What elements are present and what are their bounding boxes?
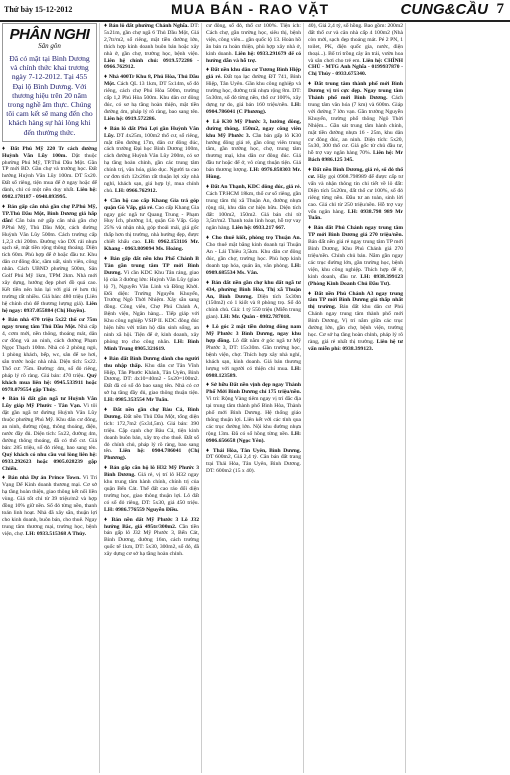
ad-contact: LH: 0938.399123 (Phòng Kinh Doanh Chủ Đầu Tư). xyxy=(308,273,403,287)
ad-headline: Bán đất Phú Chánh ngay trung tâm TP mới Bình Dương giá 270 triệu/nền. xyxy=(308,225,404,239)
ad-headline: Đất Phú Mỹ 220 Tr cách đường Huỳnh Văn Lũy 100m. xyxy=(2,145,98,159)
classified-ad xyxy=(2,317,97,393)
ad-body: Dật thuộc phường Phú Mỹ, TP.Thủ Dầu Một. Gần TP mới BD. Gần chợ và trường học. Đất hướng Huỳnh Văn Lũy 100m. DT 5x20. Đất sổ riêng, tiện mua để ở ngay hoặc để dành, chỉ có một nền duy nhất. xyxy=(2,152,97,194)
ad-headline: Đất nền Bình Dương, giá rẻ, sổ đỏ thổ cư. xyxy=(308,167,403,181)
ad-contact: LH: 0938.798 989 Mr Tuấn. xyxy=(308,208,403,222)
ad-headline: Bán đất nền gần chợ khu đất ngã tư 434, phường Bình Hòa, Thị xã Thuận An, Bình Dương. xyxy=(206,279,302,300)
ad-body: Diện tích 5x30m (150m2) có 1 kiốt và 8 phòng trọ. Sổ đỏ chính chủ. Giá: 1 tỷ 550 triệu (Miễn trung gian). xyxy=(206,293,301,321)
ad-headline: Bán nhà Dự án Prince Town. xyxy=(8,475,81,482)
ad-body: Vì tôi đặt gần ngã tư đường Huỳnh Văn Lũy thuộc phường Phú Mỹ. Khu dân cư đông, an ninh, đường rộng, thông thoáng, điện, nước đầy đủ. Diện tích: 5x22, đường 4m, đường thông thoáng, đã có thổ cư. Giá bán: 285 triệu, sổ đỏ riêng, bao sang tên. xyxy=(2,403,97,451)
ad-headline: Bán gấp căn nhà gần chợ P.Phú Mỹ, TP.Thủ Dầu Một, Bình Dương giá hấp dẫn! xyxy=(2,203,97,224)
ad-contact: LH: 0933.515368 A Thủy. xyxy=(25,530,87,537)
issue-date: Thứ bảy 15-12-2012 xyxy=(4,5,73,14)
bullet-star-icon: ♦ xyxy=(206,67,211,74)
ad-column xyxy=(410,23,508,773)
classified-ad xyxy=(104,517,199,558)
ad-body: Cách trung tâm văn hóa (7 km) và 600m. Giáp với đường 7 lớn vạn. Gần trường Nguyễn Khuyến, trường phổ thông Ngô Thời Nhiệm... Gần sát trung tâm hành chính, mặt tiền đường nhựa 16 - 25m, khu dân cư đông đúc, an ninh. Diện tích: 5x20, 5x30, 300 thổ cư. Giá gốc từ chủ đầu tư, hỗ trợ vay ngân hàng 70%. xyxy=(308,95,403,157)
ad-body: Bán đất nền giá rẻ ngay trung tâm TP mới Bình Dương, Khu Phú Chánh giá 270 triệu/nền. Chính chủ bán. Nằm gần ngay các trục đường lớn, gần trường học, bệnh viện, khu công nghiệp. Thích hợp để ở, kinh doanh, đầu tư. xyxy=(308,239,403,280)
ad-contact: Liên hệ: Mr Bách 0986.125 345. xyxy=(308,150,403,164)
classified-ad xyxy=(206,382,301,444)
announcement-box xyxy=(2,23,97,142)
classified-ad xyxy=(308,23,403,78)
announcement-title: PHÂN NGHI xyxy=(9,26,90,43)
classified-ad xyxy=(104,465,199,513)
classified-ad xyxy=(206,119,301,181)
bullet-star-icon: ♦ xyxy=(2,317,9,324)
ad-body: Vì trí: Rộng Vàng tiêm ngay vị trí đắc địa tại trung tâm thành phố Bình Hòa, Thành phố mới Bình Dương. Hệ thống giáo thông thuận lợi. Liên kết với các tỉnh qua các trục đường lớn. Nội khu đường nhựa rộng 13m. Đã có sổ hồng từng nền. xyxy=(206,396,301,437)
bullet-star-icon: ♦ xyxy=(104,74,109,81)
ad-contact: LH: 0962.153116 Mr. Khang - 0963.809094 Ms. Hoàng. xyxy=(104,239,200,253)
ad-body: Cho thuê mặt bằng kinh doanh tại Thuận An - Lái Thiêu 3,5km. Khu dân cư đông đúc, gần chợ, trường học. Phù hợp kinh doanh tạp hóa, quán ăn, văn phòng. xyxy=(206,242,301,269)
page-header xyxy=(0,0,510,22)
bullet-star-icon: ♦ xyxy=(104,125,110,132)
ad-headline: Cho thuê kiốt, phòng trọ Thuận An. xyxy=(211,235,301,242)
section-title: MUA BÁN - RAO VẶT xyxy=(170,1,330,17)
bullet-star-icon: ♦ xyxy=(104,516,112,523)
bullet-star-icon: ♦ xyxy=(206,447,213,454)
classified-ad xyxy=(104,74,199,122)
ad-column xyxy=(206,23,304,773)
ad-headline: Đất trung tâm thành phố mới Bình Dương vị trí cực đẹp. Ngay trung tâm Thành phố mới Bình Dương. xyxy=(308,81,404,102)
bullet-star-icon: ♦ xyxy=(104,23,109,29)
bullet-star-icon: ♦ xyxy=(308,81,315,88)
classified-ad xyxy=(206,235,301,276)
bullet-star-icon: ♦ xyxy=(308,167,313,174)
ad-contact: Liên hệ: 0919.572286. xyxy=(104,115,156,122)
publication-logo: CUNG&CẦU xyxy=(400,1,488,18)
announcement-body: Đã có mặt tại Bình Dương và chính thức khai trương ngày 7-12-2012. Tại 455 Đại lộ Bình Dương. Với thương hiệu trên 20 năm trong nghề âm thực. Chúng tôi cam kết sẽ mang đến cho khách hàng sự hài lòng khi đến thưởng thức. xyxy=(6,53,93,137)
classified-ad xyxy=(308,81,403,164)
ad-headline: Bán gấp đất nền khu Phố Chánh B Tân gần trung tâm TP mới Bình Dương. xyxy=(104,256,200,276)
ad-body: Cách TP.HCM 18km, thổ cư sổ riêng, gần trung tâm thị xã Thuận An, đường nhựa rộng rãi, khu dân cư hiện hữu. Diện tích đất: 100m2, 150m2. Giá bán chỉ từ 3,5tr/m2. Thanh toán linh hoạt, hỗ trợ vay ngân hàng. xyxy=(206,190,301,232)
classified-ad xyxy=(206,23,301,64)
classified-ad xyxy=(104,23,199,71)
ad-body: DT 600m2, Giá 2,4 tỷ. Căn bán đất trang trại Thái Hòa, Tân Uyên, Bình Dương. DT: 600m2 (15 x 40). xyxy=(206,454,301,475)
bullet-star-icon: ♦ xyxy=(104,355,110,362)
ad-headline: Bán lô đất gần ngã tư Huỳnh Văn Lũy giáp Mỹ Phước - Tân Vạn. xyxy=(2,396,98,410)
ad-contact: Liên hệ tư vấn miễn phí: 0938.399123. xyxy=(308,338,403,352)
bullet-star-icon: ♦ xyxy=(206,382,211,389)
ad-body: DT: 5x21m, gần chợ ngã 6 Thủ Dầu Một, Giá 2,7tr/m2, sổ riêng, mặt tiền đường lớn, thích hợp kinh doanh buôn bán hoặc xây nhà ở, gần chợ, trường học, bệnh viện. xyxy=(104,23,200,57)
ad-body: Cần tiền bán gấp lô J32 Mỹ Phước 3, Bến Cát, Bình Dương, đường 16m, cách trường quốc tế 1km, DT: 5x30, 300m2, sổ đỏ, đã xây dựng cơ sở hạ tầng hoàn chỉnh. xyxy=(104,523,199,558)
ad-headline: Bán lô đất phường Chánh Nghĩa. xyxy=(108,23,189,29)
ad-contact: LH: 0904.786041 (C Phương). xyxy=(206,101,301,115)
bullet-star-icon: ♦ xyxy=(2,396,9,403)
bullet-star-icon: ♦ xyxy=(206,279,212,286)
bullet-star-icon: ♦ xyxy=(308,290,315,297)
ad-body: Đất tọa lạc đường ĐT 741, Bình Hiệp, Tân Uyên. Gần khu công nghiệp và trường học, đường trải nhựa rộng 8m. DT: 5x30m, sổ đỏ từng nền, thổ cư 100%, xây dựng tự do, giá bán 160 triệu/nền. xyxy=(206,74,301,108)
bullet-star-icon: ♦ xyxy=(2,203,8,210)
classified-ad xyxy=(2,475,97,537)
classified-ad xyxy=(206,324,301,379)
ad-headline: Thái Hòa, Tân Uyên, Bình Dương. xyxy=(212,447,302,454)
ad-contact: Liên hệ: CHÍNH CHỦ - MTG Anh Nghĩa - 0199937870 - Chị Thúy - 0933.675340. xyxy=(308,57,404,78)
ad-contact: LH: 0906.656658 (Ngọc Yên). xyxy=(206,430,301,444)
ad-body: Cần bán gấp lô K30 hướng đông giá rẻ, gần công viên trung tâm, gần trường học, chợ, trung tâm thương mại, khu dân cư đông đúc. Giá đầu tư hoặc để ở, vô cùng thuận tiện. Giá bán thương lượng. xyxy=(206,132,301,174)
page-number: 7 xyxy=(496,1,504,17)
bullet-star-icon: ♦ xyxy=(104,256,111,262)
ad-contact: Liên hệ: 0904.786041 (Chị Phương). xyxy=(104,448,199,462)
ad-contact: Liên hệ: 0933.291679 để có hướng dẫn và hỗ trợ. xyxy=(206,50,301,64)
ad-headline: Bán nhà 470 triệu 5x22 thổ cư 75m ngay trung tâm Thủ Dầu Một. xyxy=(2,317,98,331)
ad-headline: Bán nền đất Mỹ Phước 3 Lô J32 hướng Bắc, giá 495tr/300m2. xyxy=(104,516,199,530)
bullet-star-icon: ♦ xyxy=(104,465,110,472)
classified-ad xyxy=(308,225,403,287)
classified-ad xyxy=(104,407,199,462)
ad-contact: LH: Mr. Quân - 0982.787018. xyxy=(220,314,291,321)
ad-body: Cao cấp Khang Gia ngay góc ngã tư Quang Trung - Phạm Huy Ích, phường 14, quận Gò Vấp. Góp 25% và nhận nhà, góp thoải mái, giá gốc thấp hơn thị trường, nhà hướng đẹp, được chiết khấu cao. xyxy=(104,204,200,246)
ad-column xyxy=(104,23,202,773)
ad-contact: LH: 0986.776559 Nguyễn Điều. xyxy=(104,506,179,513)
ad-body: Vì Tri Vạng Dể Kinh doanh thương mại. Cơ sở hạ tầng hoàn thiện, giao thông kết nối liền vùng. Giá tốt chỉ từ 39 triệu/m2 và hợp đồng 10% giữ nền. Sổ đỏ từng nền, thanh toán linh hoạt. Nhà đã xây sẵn, thuận lợi cho kinh doanh, buôn bán, cho thuê. Ngay trung tâm thương mại, trường học, bệnh viện, chợ. xyxy=(2,475,98,537)
ad-headline: Đất nền Phú Chánh A3 ngay trung tâm TP mới Bình Dương giá thấp nhất thị trường. xyxy=(308,290,403,311)
ad-headline: Đất nền gần chợ Bàu Cả, Bình Dương. xyxy=(104,407,199,420)
bullet-star-icon: ♦ xyxy=(308,225,314,232)
classified-ad xyxy=(104,256,199,353)
ad-headline: Đất An Thạnh, KDC đông đúc, giá rẻ. xyxy=(210,183,302,190)
ad-columns xyxy=(2,23,508,773)
classified-ad xyxy=(206,448,301,476)
ad-contact: Quý khách có nhu cầu vui lòng liên hệ: 0933.292623 hoặc 0905.028239 gặp Chiến. xyxy=(2,451,97,472)
ad-headline: Lô góc 2 mặt tiền đường đông nam Mỹ Phước 3 Bình Dương, ngay khu hợp đồng. xyxy=(206,324,301,344)
ad-headline: Lô K30 Mỹ Phước 3, hướng đông, đường thông, 150m2, ngay công viên khu Mỹ Phước 3. xyxy=(206,118,302,139)
ad-headline: Sở hữu Đất nền vịnh đẹp ngay Thành Phố Mới Bình Dương chỉ 175 triệu/nền. xyxy=(206,382,301,396)
bullet-star-icon: ♦ xyxy=(206,183,211,190)
ad-contact: LH: 0909.685534 Ms. Vân. xyxy=(206,262,301,276)
ad-headline: Nhà 400Tr Khu 8, Phú Hòa, Thủ Dầu Một. xyxy=(104,74,200,88)
bullet-star-icon: ♦ xyxy=(104,197,111,204)
ad-contact: LH: 0976.858303 Mr. Hùng. xyxy=(206,167,301,181)
ad-contact: LH: 0985.353554 Mr Tuấn. xyxy=(104,397,169,404)
ad-contact: LH: 0988.123589. xyxy=(206,365,301,379)
ad-contact: Liên hệ: 0982.178187 - 0948.093995. xyxy=(2,187,97,201)
ad-body: Căn bán nở gấp căn nhà gần chợ P.Phú Mỹ, Thủ Dầu Một, cách đường Huỳnh Văn Lũy 500m. Cách trường cấp 1,2,3 chỉ 200m. Đường vào DX rải nhựa sạch sẽ, mặt tiền rộng thông thoáng. Diện tích 60m. Phù hợp để ở hoặc đầu tư. Khu dân cư đông đúc, sầm uất, sinh viên, công nhân. Cách UBND phường 500m, Sân Golf Phú Mỹ 1km, TPM 2km. Nhà mới xây dựng, hướng đẹp phơi đồ quá cao. Kết tiền nên bán lại với giá rẻ hơn thị trường rất nhiều. Giá bán: 480 triệu (Liên hệ chính chủ để thương lượng giá). xyxy=(2,217,97,307)
classified-ad xyxy=(206,67,301,115)
ad-contact: LH: 0966.762912. xyxy=(114,187,157,194)
ad-body: Khu dân cư Tân Vĩnh Hiệp, Tân Phước Khánh, Tân Uyên, Bình Dương. DT: 4x10=40m2 - 5x20=100m2. Đất đã có sổ đỏ bao sang tên. Nhà có cơ sở hạ tầng đầy đủ, giao thông thuận tiện. xyxy=(104,362,200,397)
ad-contact: Quý khách mua liên hệ: 0945.533911 hoặc 0978.079554 gặp Thủy. xyxy=(2,372,97,393)
bullet-star-icon: ♦ xyxy=(206,235,212,242)
classified-ad xyxy=(308,291,403,353)
announcement-subtitle: Sân gôn xyxy=(38,42,61,50)
ad-body: Vì cần KDC Khu Tân ráng, giao lộ của 3 đường lớn: Huỳnh Văn Lũy (giao lộ 7), Nguyễn Văn Linh và Đồng Khởi. Đối diện: Trường Nguyễn Khuyến, Trường Ngô Thời Nhiệm. Xây sẵn sang đồng. Công viên, Chợ Phú Chánh A, Bệnh viện, Ngân hàng... Tiếp giáp với Khu công nghiệp VSIP II. KDC đông đúc hiện hữu với trăm hộ dân sinh sống, an ninh xã hội. Tiện để ở, kinh doanh, xây phòng trọ cho công nhân. xyxy=(104,269,199,345)
classified-ad xyxy=(206,280,301,321)
ad-body: Nhà cấp 4, cơm mới, nền thông, thoáng mát, dân cư đông và an ninh, cách đường Phạm Ngọc Thạch 100m. Nhà có 2 phòng ngủ, 1 phòng khách, bếp, wc, sân để xe hơi, sân trước hoặc nhà nhà. Diện tích: 5x22. Thổ cư: 75m. Đường: 4m, số đỏ riêng, pháp lý rõ ràng. Giá bán: 470 triệu. xyxy=(2,324,97,379)
bullet-star-icon: ♦ xyxy=(2,475,9,482)
ad-body: DT 4x25m, 100m2 thổ cư, sổ riêng, mặt tiền đường 17m, dân cư đông đúc, cách trường Đại học Bình Dương 100m, cách đường Huỳnh Văn Lũy 200m, có sơ hạ tầng hoàn chỉnh, gần các trung tâm chính trị, văn hóa, giáo dục. Người ta cao cư đơn tích 12x26m rất thuận lợi xây nhà nghỉ, khách sạn, giá hợp lý, mua chính chủ. xyxy=(104,132,199,194)
ad-body: Lô đất nằm ở góc ngã tư Mỹ Phước 3, DT: 15x30m. Gần trường học, bệnh viện, chợ. Thích hợp xây nhà nghỉ, khách sạn, kinh doanh. Giá bán thương lượng với người có thiện chí mua. xyxy=(206,337,302,372)
ad-body: cư đông, sổ đỏ, thổ cư 100%. Tiện ích: Cách chợ, gần trường học, siêu thị, bệnh viện, công viên... gần quốc lộ 13. Hoàn hồ ăn bán ra hoàn thiện, phù hợp xây nhà ở, kinh doanh. xyxy=(206,23,301,57)
ad-body: Bán đất khu dân cư Phú Chánh ngay trung tâm thành phố mới Bình Dương, Vị trí nằm giữa các trục đường lớn, gần chợ, bệnh viện, trường học. Cơ sở hạ tầng hoàn chỉnh, pháp lý rõ ràng, giá rẻ nhất thị trường. xyxy=(308,304,403,345)
ad-body: Đất nền Thủ Dầu Một, tổng diện tích: 172,7m2 (5x34,5m). Giá bán: 390 triệu. Cặp cạnh chợ Bàu Cả, tiện kinh doanh buôn bán, xây trọ cho thuê. Đất sổ đỏ chính chủ, pháp lý rõ ràng, bao sang tên. xyxy=(104,413,199,455)
bullet-star-icon: ♦ xyxy=(2,145,11,152)
ad-headline: Bán gấp căn hộ lô H32 Mỹ Phước 3 Bình Dương. xyxy=(104,465,200,479)
classified-ad xyxy=(2,396,97,472)
classified-ad xyxy=(104,126,199,195)
ad-body: Cách QL 13 1km, DT 5x14m, sổ đỏ riêng, cách chợ Phú Hòa 500m, trường cấp 1,2 Phú Hòa 500m. Khu dân cư đông đúc, có sơ hạ tầng hoàn thiện, mặt tiền đường 4m, pháp lý rõ ràng, bao sang tên. xyxy=(104,81,199,115)
classified-ad xyxy=(104,198,199,253)
ad-headline: Đất nền khu dân cư Tương Bình Hiệp giá rẻ. xyxy=(206,67,301,81)
classified-ad xyxy=(2,204,97,315)
ad-contact: LH: Bình Minh Trung 0905.321619. xyxy=(104,338,199,352)
ad-headline: Bán đất Bình Dương dành cho người thu nhập thấp. xyxy=(104,355,199,369)
classified-ad xyxy=(308,167,403,222)
bullet-star-icon: ♦ xyxy=(206,118,213,125)
ad-headline: Bán lô đất Phú Lợi gần Huỳnh Văn Lũy. xyxy=(104,125,199,139)
ad-contact: Liên hệ ngay: 0937.055884 (Chị Huyền). xyxy=(2,300,97,314)
ad-contact: Liên hệ chính chủ: 0919.572286 - 0966.762912. xyxy=(104,57,199,71)
ad-column xyxy=(2,23,100,773)
ad-column xyxy=(308,23,406,773)
ad-body: Hãy gọi 0908.798989 để được cấp tư vấn và nhận thông tin chi tiết về lô đất: Diện tích 5x20m, đất thổ cư 100%, sổ đỏ riêng từng nền. Đầu tư an toàn, sinh lời cao. Giá chỉ từ 250 triệu/nền. Hỗ trợ vay vốn ngân hàng. xyxy=(308,174,403,215)
ad-contact: Liên hệ: 0933.217 667. xyxy=(231,225,286,232)
ad-body: Giá rẻ, vị trí lô H32 ngay khu trung tâm hành chính, chính trị của quận Bến Cát. Thế đất cao ráo đối diện trường học, giao thông thuận lợi. Lô đất có sổ đỏ riêng, DT: 5x30, giá 450 triệu. xyxy=(104,472,199,506)
ad-headline: Cần hộ cao cấp Khang Gia trả góp quận Gò Vấp, giá rẻ. xyxy=(104,197,200,211)
bullet-star-icon: ♦ xyxy=(104,407,114,414)
ad-body: 40), Giá 2,4 tỷ, sổ hồng. Bao gồm: 200m2 đất thổ cư và căn nhà cấp 4 100m2 (Nhà còn mới, sạch đẹp thoáng mát. Pé 2 PN, 1 toilet, PK, điện quốc gia, nước, điện thoại...). Bố trí trồng cây ăn trái, vườn hoa và sân chơi cho trẻ em. xyxy=(308,23,403,64)
classified-ad xyxy=(104,356,199,404)
classified-ad xyxy=(206,184,301,232)
bullet-star-icon: ♦ xyxy=(206,324,213,331)
classified-ad xyxy=(2,146,97,201)
